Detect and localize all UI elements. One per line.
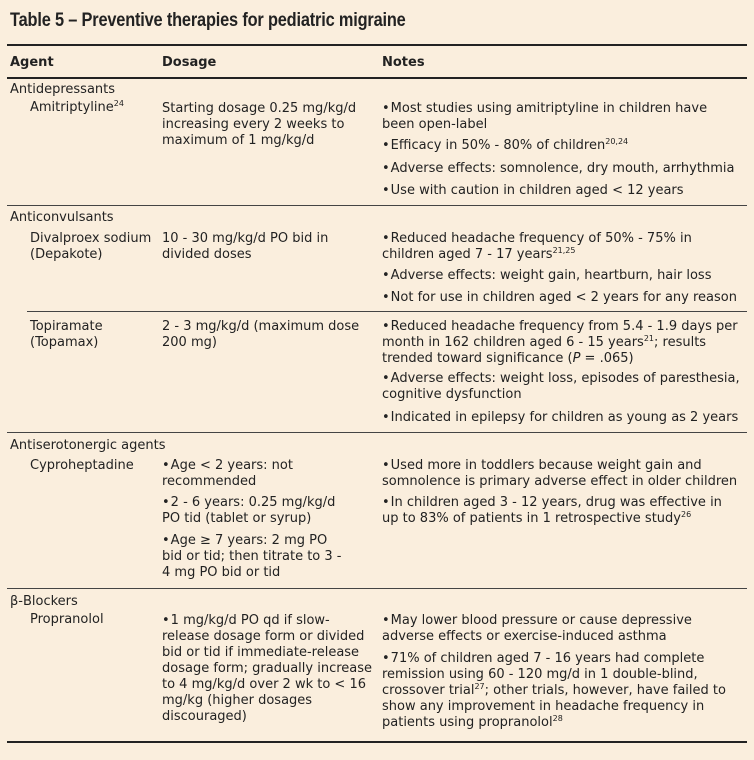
dosage-amitriptyline: Starting dosage 0.25 mg/kg/d increasing every 2 weeks to maximum of 1 mg/kg/d [162,101,357,148]
bottom-rule [7,741,747,743]
dosage-divalproex: 10 - 30 mg/kg/d PO bid in divided doses [162,231,329,262]
group-beta-blockers: β-Blockers [10,594,78,609]
dosage-cyproheptadine-1: • Age < 2 years: not recommended [162,458,347,490]
agent-propranolol: Propranolol [30,612,104,627]
note-divalproex-2: • Adverse effects: weight gain, heartburn, hair loss [382,268,742,284]
dosage-topiramate: 2 - 3 mg/kg/d (maximum dose 200 mg) [162,319,360,350]
top-rule [7,44,747,46]
header-dosage: Dosage [162,55,217,70]
note-amitriptyline-3: • Adverse effects: somnolence, dry mouth, arrhythmia [382,161,742,177]
agent-amitriptyline: Amitriptyline$^{24}$ [30,99,124,115]
agent-divalproex: Divalproex sodium (Depakote) [30,231,152,262]
note-divalproex-3: • Not for use in children aged < 2 years for any reason [382,290,742,306]
note-amitriptyline-4: • Use with caution in children aged < 12 years [382,183,742,199]
row-divider [7,205,747,206]
group-antidepressants: Antidepressants [10,82,116,97]
table-title: Table 5 – Preventive therapies for pediatric migraine [10,10,406,31]
row-divider [7,432,747,433]
note-amitriptyline-2: • Efficacy in 50% - 80% of children$^{20,24}$ [382,138,742,154]
agent-cyproheptadine: Cyproheptadine [30,458,134,473]
row-divider [7,588,747,589]
note-cyproheptadine-2: • In children aged 3 - 12 years, drug was effective in up to 83% of patients in 1 retrospective study$^{26}$ [382,495,742,527]
note-amitriptyline-1: • Most studies using amitriptyline in children have been open-label [382,101,742,133]
note-divalproex-1: • Reduced headache frequency of 50% - 75% in children aged 7 - 17 years$^{21,25}$ [382,231,742,263]
row-divider [27,311,747,312]
note-topiramate-3: • Indicated in epilepsy for children as young as 2 years [382,410,742,426]
note-cyproheptadine-1: • Used more in toddlers because weight gain and somnolence is primary adverse effect in older children [382,458,742,490]
group-anticonvulsants: Anticonvulsants [10,210,114,225]
agent-topiramate: Topiramate (Topamax) [30,319,103,350]
header-agent: Agent [10,55,54,70]
note-topiramate-1: • Reduced headache frequency from 5.4 - 1.9 days per month in 162 children aged 6 - 15 years$^{21}$; results trended toward significance (P = .065) [382,319,742,367]
dosage-cyproheptadine-2: • 2 - 6 years: 0.25 mg/kg/d PO tid (tablet or syrup) [162,495,347,527]
header-rule [7,77,747,79]
note-topiramate-2: • Adverse effects: weight loss, episodes of paresthesia, cognitive dysfunction [382,371,742,403]
header-notes: Notes [382,55,425,70]
group-antiserotonergic: Antiserotonergic agents [10,438,166,453]
note-propranolol-1: • May lower blood pressure or cause depressive adverse effects or exercise-induced asthma [382,613,742,645]
dosage-cyproheptadine-3: • Age ≥ 7 years: 2 mg PO bid or tid; then titrate to 3 - 4 mg PO bid or tid [162,533,347,581]
dosage-propranolol: • 1 mg/kg/d PO qd if slow-release dosage form or divided bid or tid if immediate-release dosage form; gradually increase to 4 mg/kg/d over 2 wk to < 16 mg/kg (higher dosages discouraged) [162,613,377,725]
note-propranolol-2: • 71% of children aged 7 - 16 years had complete remission using 60 - 120 mg/d in 1 double-blind, crossover trial$^{27}$; other trials, however, have failed to show any improvement in headache frequency in patients using propranolol$^{28}$ [382,651,744,731]
